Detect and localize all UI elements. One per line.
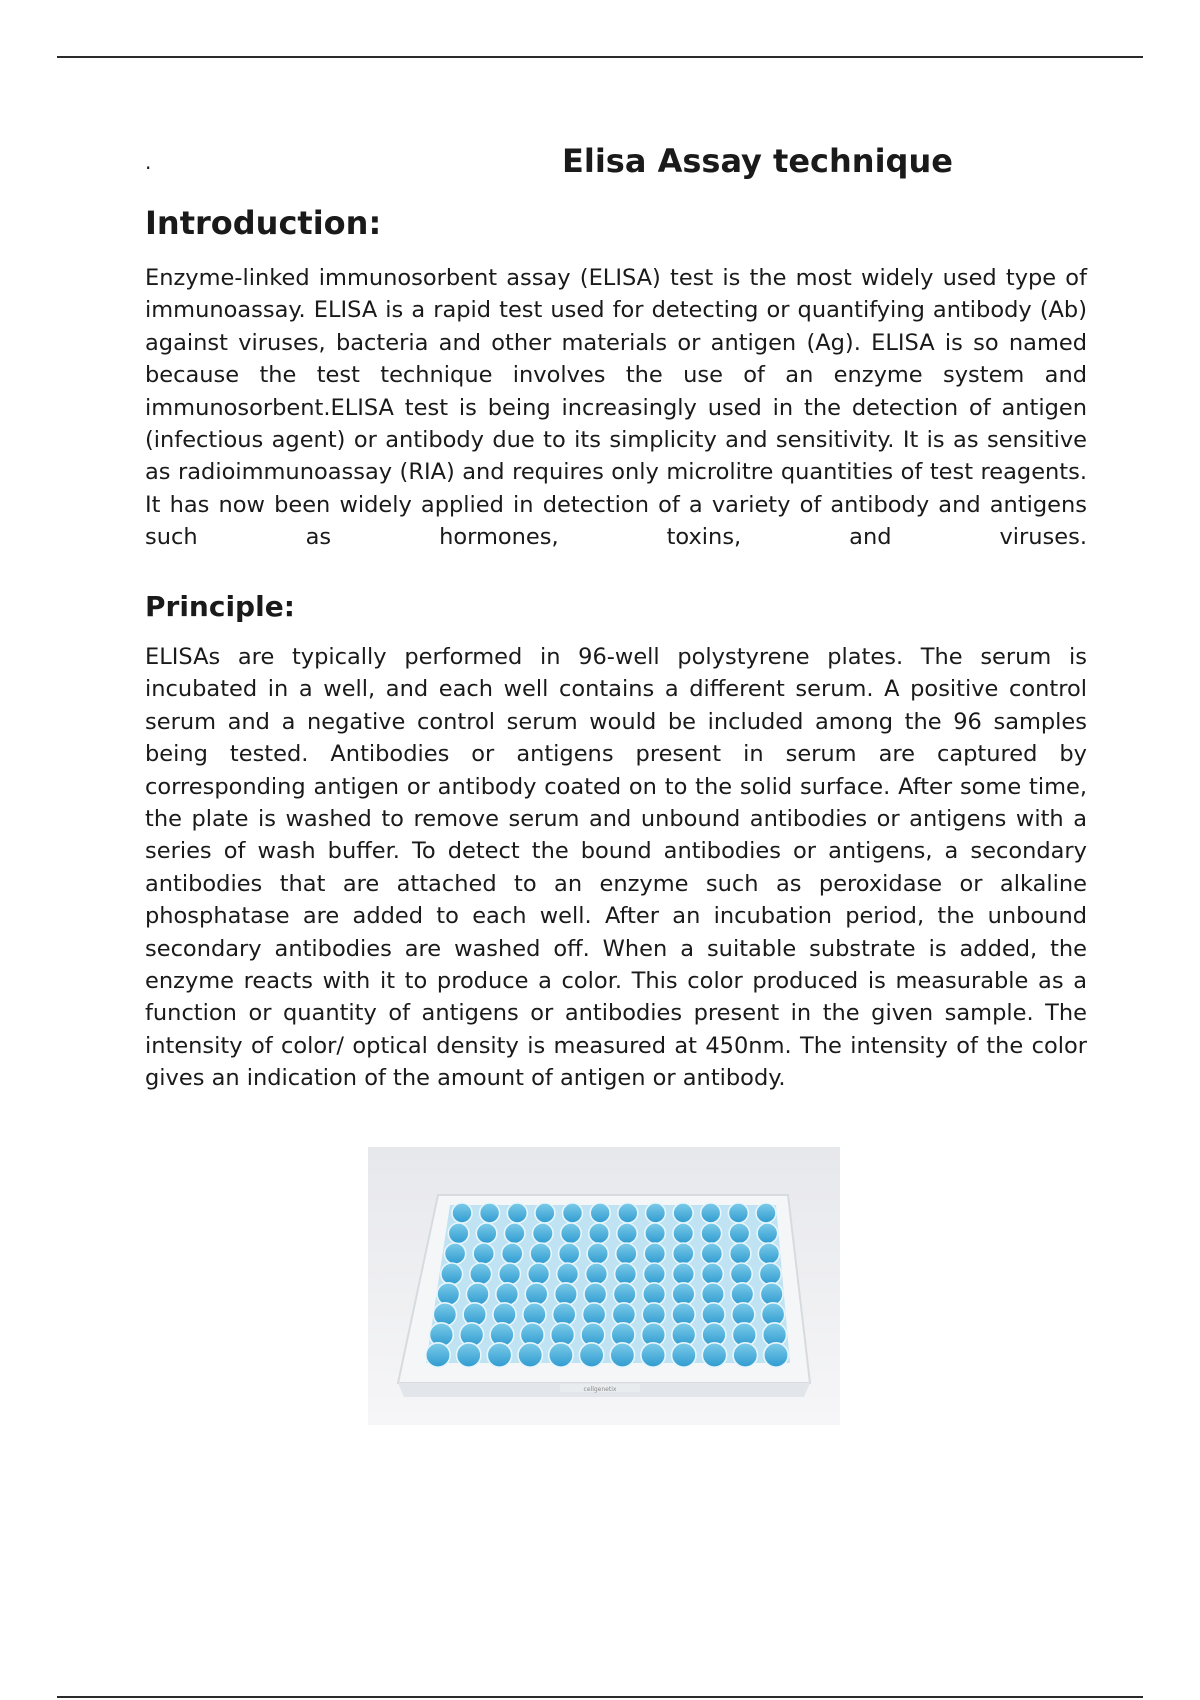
plate-well <box>760 1283 783 1306</box>
plate-well <box>701 1203 721 1223</box>
plate-well <box>702 1283 725 1306</box>
plate-well <box>613 1283 636 1306</box>
plate-well <box>701 1243 722 1264</box>
plate-well <box>533 1223 554 1244</box>
plate-well <box>452 1203 472 1223</box>
plate-well <box>728 1203 748 1223</box>
elisa-plate-photo <box>368 1147 840 1425</box>
plate-well <box>480 1203 500 1223</box>
plate-brand-text: cellgenetix <box>583 1386 617 1393</box>
plate-well <box>445 1243 466 1264</box>
plate-well <box>672 1343 696 1367</box>
plate-well <box>579 1343 603 1367</box>
principle-heading: Principle: <box>145 590 295 623</box>
leading-dot: . <box>145 150 152 174</box>
plate-well <box>473 1243 494 1264</box>
plate-well <box>756 1203 776 1223</box>
introduction-paragraph: Enzyme-linked immunosorbent assay (ELISA) test is the most widely used type of immunoassay. ELISA is a rapid test used for detecting or quantifying antibody (Ab) against viruses, bacteria and other materials or antigen (Ag). ELISA is so named because the test technique involves the use of an enzyme system and immunosorbent.ELISA test is being increasingly used in the detection of antigen (infectious agent) or antibody due to its simplicity and sensitivity. It is as sensitive as radioimmunoassay (RIA) and requires only microlitre quantities of test reagents. It has now been widely applied in detection of a variety of antibody and antigens such as hormones, toxins, and viruses. <box>145 265 1087 551</box>
plate-well <box>673 1203 693 1223</box>
plate-well <box>426 1343 450 1367</box>
plate-well <box>764 1343 788 1367</box>
plate-well <box>645 1223 666 1244</box>
plate-well <box>504 1223 525 1244</box>
plate-well <box>584 1283 607 1306</box>
plate-well <box>502 1243 523 1264</box>
plate-well <box>549 1343 573 1367</box>
plate-well <box>618 1203 638 1223</box>
plate-well <box>731 1283 754 1306</box>
plate-well <box>702 1263 724 1285</box>
plate-well <box>733 1343 757 1367</box>
plate-well <box>646 1203 666 1223</box>
document-title: Elisa Assay technique <box>562 142 953 180</box>
plate-well <box>757 1223 778 1244</box>
plate-well <box>673 1263 695 1285</box>
plate-well <box>496 1283 519 1306</box>
plate-well <box>729 1223 750 1244</box>
plate-well <box>644 1243 665 1264</box>
plate-well <box>507 1203 527 1223</box>
plate-well <box>487 1343 511 1367</box>
plate-well <box>470 1263 492 1285</box>
plate-well <box>644 1263 666 1285</box>
plate-well <box>617 1223 638 1244</box>
plate-well <box>641 1343 665 1367</box>
plate-well <box>437 1283 460 1306</box>
plate-well <box>563 1203 583 1223</box>
plate-well <box>673 1243 694 1264</box>
plate-well <box>499 1263 521 1285</box>
plate-well <box>610 1343 634 1367</box>
plate-well <box>466 1283 489 1306</box>
plate-well <box>518 1343 542 1367</box>
plate-well <box>535 1203 555 1223</box>
plate-well <box>673 1223 694 1244</box>
plate-well <box>476 1223 497 1244</box>
plate-well <box>559 1243 580 1264</box>
plate-well <box>555 1283 578 1306</box>
plate-well <box>589 1223 610 1244</box>
plate-well <box>759 1263 781 1285</box>
plate-well <box>730 1263 752 1285</box>
plate-well <box>590 1203 610 1223</box>
plate-well <box>557 1263 579 1285</box>
plate-well <box>530 1243 551 1264</box>
introduction-heading: Introduction: <box>145 204 382 242</box>
plate-well <box>758 1243 779 1264</box>
plate-well <box>457 1343 481 1367</box>
plate-well <box>525 1283 548 1306</box>
plate-well <box>616 1243 637 1264</box>
top-rule <box>57 56 1143 58</box>
plate-well <box>701 1223 722 1244</box>
plate-well <box>528 1263 550 1285</box>
plate-well <box>561 1223 582 1244</box>
plate-well <box>730 1243 751 1264</box>
principle-paragraph: ELISAs are typically performed in 96-well polystyrene plates. The serum is incubated in a well, and each well contains a different serum. A positive control serum and a negative control serum would be included among the 96 samples being tested. Antibodies or antigens present in serum are captured by corresponding antigen or antibody coated on to the solid surface. After some time, the plate is washed to remove serum and unbound antibodies or antigens with a series of wash buffer. To detect the bound antibodies or antigens, a secondary antibodies that are attached to an enzyme such as peroxidase or alkaline phosphatase are added to each well. After an incubation period, the unbound secondary antibodies are washed off. When a suitable substrate is added, the enzyme reacts with it to produce a color. This color produced is measurable as a function or quantity of antigens or antibodies present in the given sample. The intensity of color/ optical density is measured at 450nm. The intensity of the color gives an indication of the amount of antigen or antibody. <box>145 644 1087 1092</box>
plate-well <box>587 1243 608 1264</box>
plate-well <box>586 1263 608 1285</box>
plate-well <box>441 1263 463 1285</box>
plate-well <box>448 1223 469 1244</box>
plate-well <box>702 1343 726 1367</box>
bottom-rule <box>57 1696 1143 1698</box>
plate-well <box>615 1263 637 1285</box>
